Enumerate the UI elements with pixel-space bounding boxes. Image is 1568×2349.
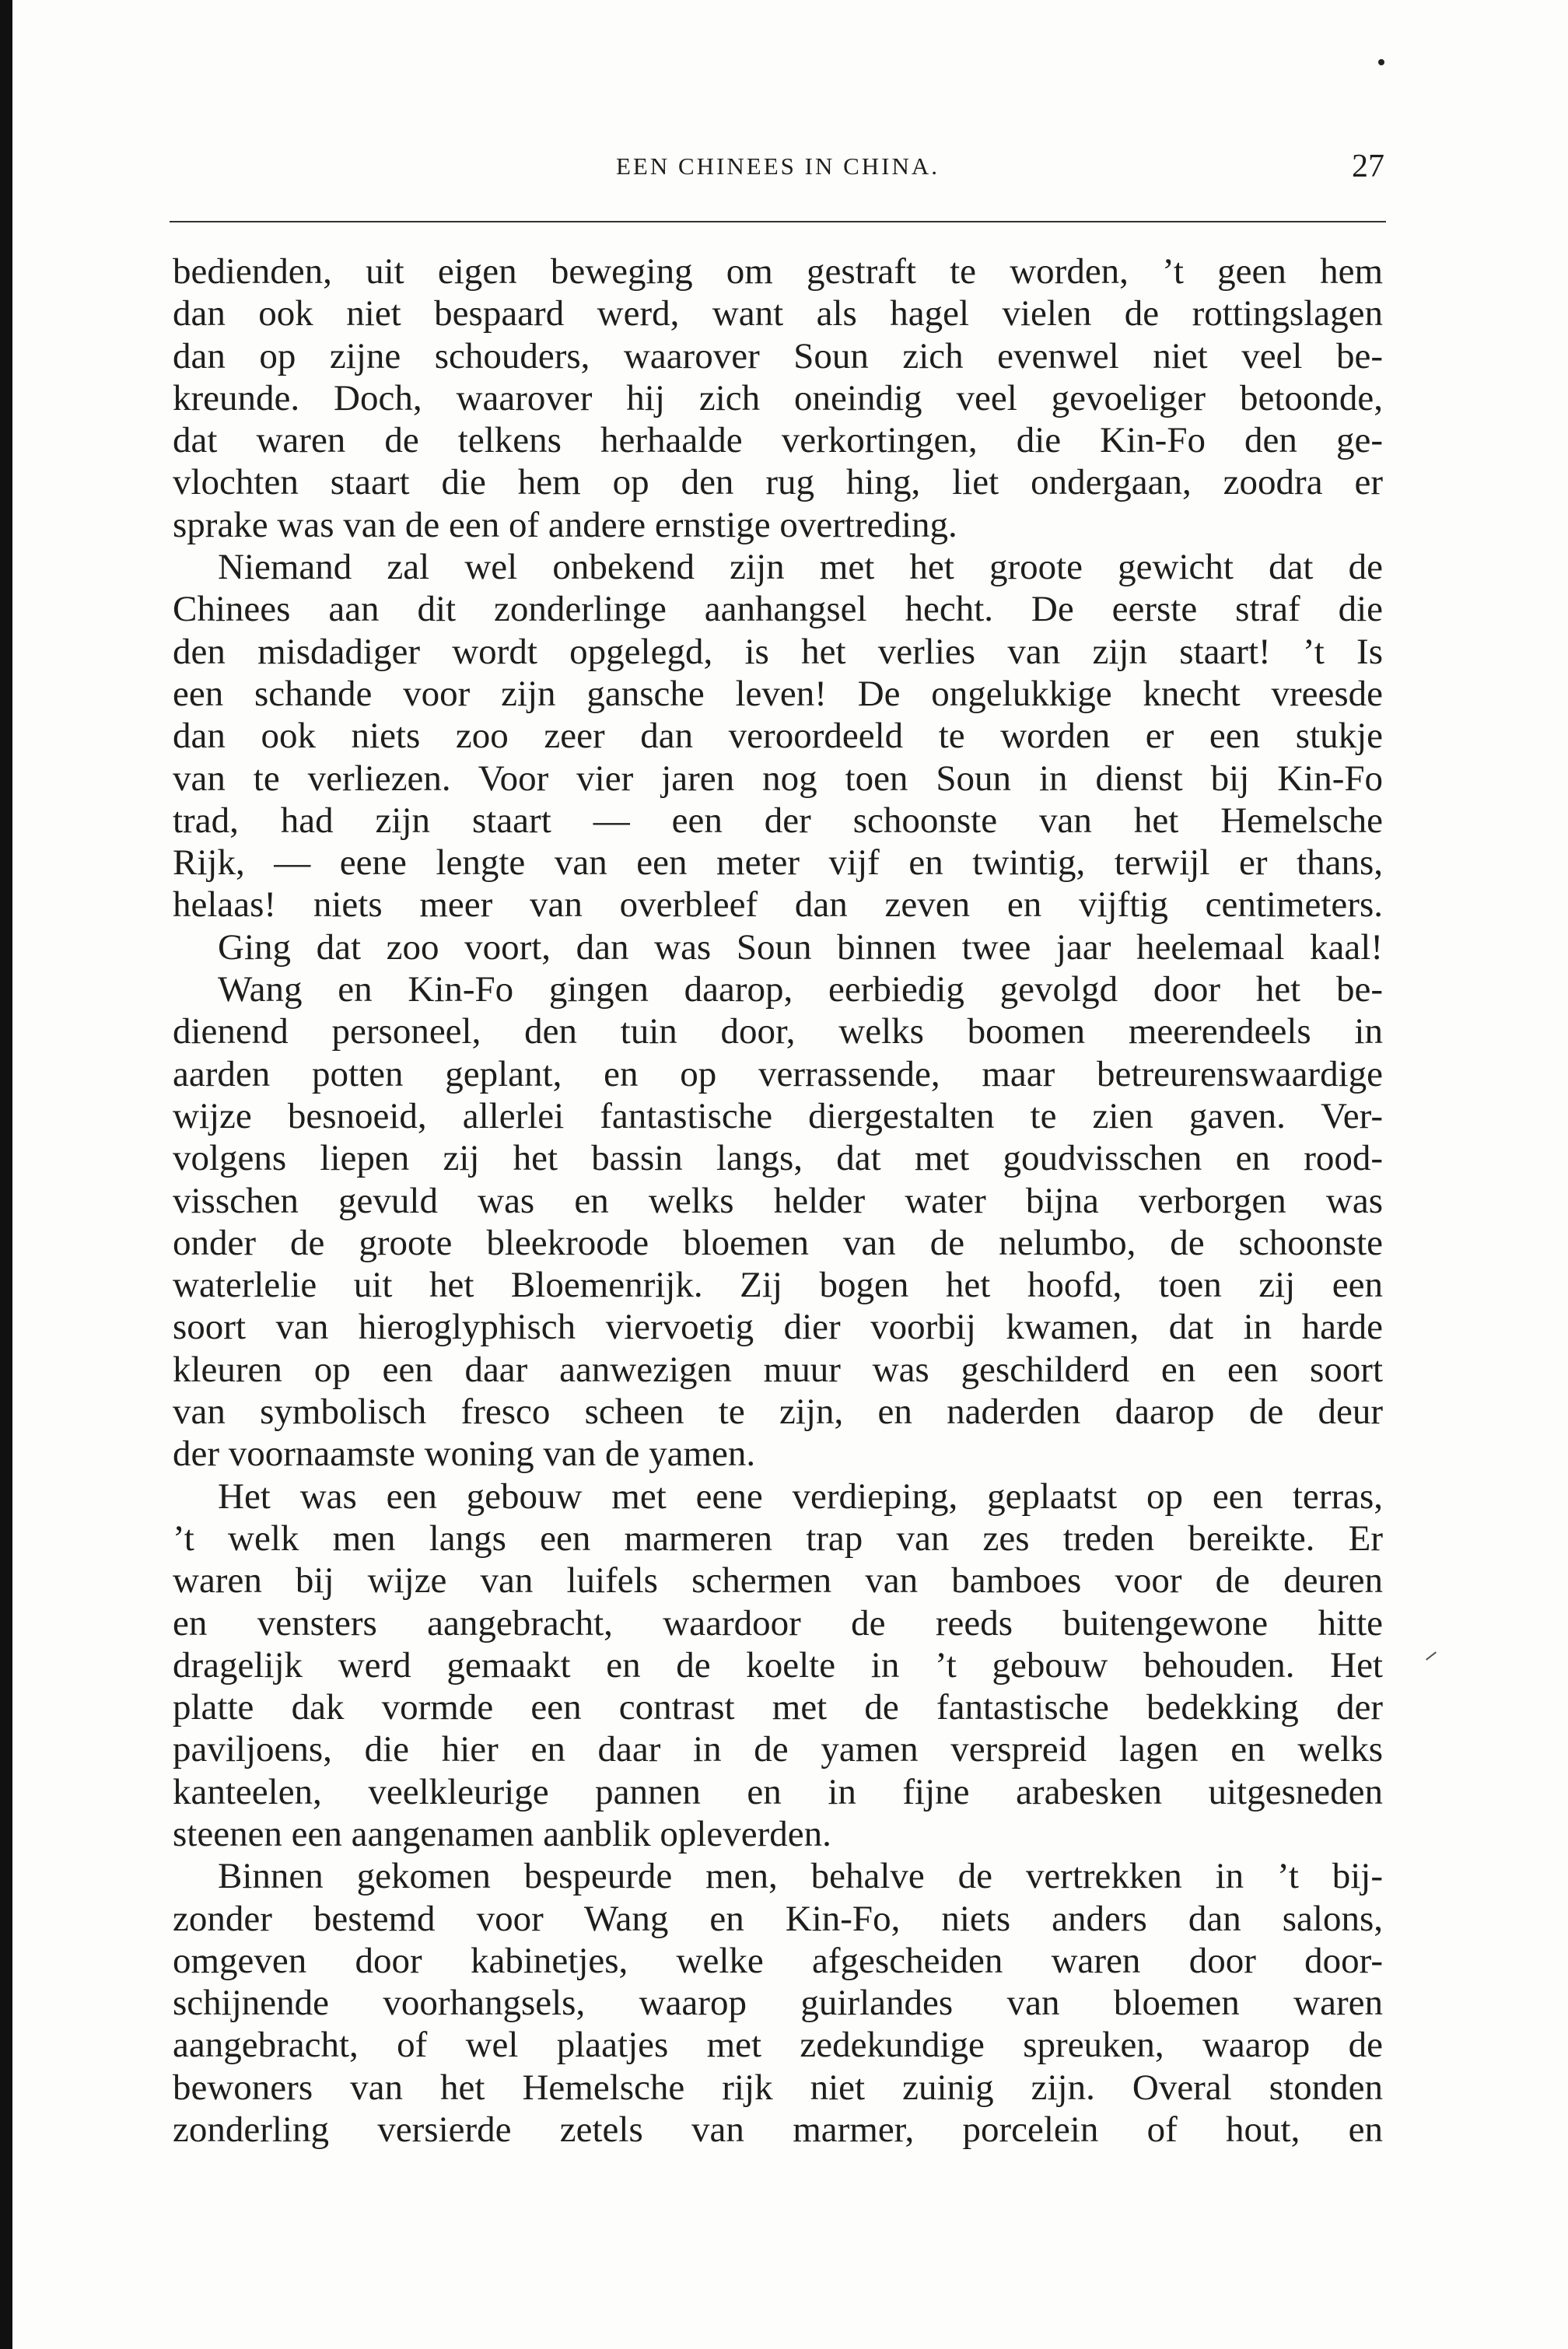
text-line: dan ook niets zoo zeer dan veroordeeld te worden er een stukje <box>173 716 1383 757</box>
text-line: schijnende voorhangsels, waarop guirlandes van bloemen waren <box>173 1983 1383 2024</box>
text-line: zonderling versierde zetels van marmer, porcelein of hout, en <box>173 2109 1383 2151</box>
text-line: soort van hieroglyphisch viervoetig dier voorbij kwamen, dat in harde <box>173 1307 1383 1348</box>
text-line: van te verliezen. Voor vier jaren nog toen Soun in dienst bij Kin-Fo <box>173 758 1383 799</box>
paragraph-first-line: Wang en Kin-Fo gingen daarop, eerbiedig gevolgd door het be- <box>218 969 1383 1010</box>
text-line: sprake was van de een of andere ernstige overtreding. <box>173 504 957 545</box>
body-text <box>173 250 1383 2151</box>
text-line: Rijk, — eene lengte van een meter vijf en twintig, terwijl er thans, <box>173 842 1383 884</box>
text-line: dan op zijne schouders, waarover Soun zich evenwel niet veel be- <box>173 335 1383 376</box>
text-line: aangebracht, of wel plaatjes met zedekundige spreuken, waarop de <box>173 2025 1383 2066</box>
running-title: EEN CHINEES IN CHINA. <box>615 152 940 180</box>
text-line: van symbolisch fresco scheen te zijn, en naderden daarop de deur <box>173 1392 1383 1433</box>
paragraph-first-line: Niemand zal wel onbekend zijn met het groote gewicht dat de <box>218 547 1383 588</box>
running-head <box>171 149 1384 199</box>
text-line: dragelijk werd gemaakt en de koelte in ’t gebouw behouden. Het <box>173 1644 1383 1686</box>
paragraph-first-line: Het was een gebouw met eene verdieping, geplaatst op een terras, <box>218 1476 1383 1517</box>
text-line: dat waren de telkens herhaalde verkortingen, die Kin-Fo den ge- <box>173 420 1383 461</box>
header-rule <box>170 221 1386 222</box>
text-line: steenen een aangenamen aanblik opleverden. <box>173 1813 831 1854</box>
text-line: waterlelie uit het Bloemenrijk. Zij bogen het hoofd, toen zij een <box>173 1265 1383 1306</box>
text-line: een schande voor zijn gansche leven! De ongelukkige knecht vreesde <box>173 673 1383 714</box>
text-line: paviljoens, die hier en daar in de yamen verspreid lagen en welks <box>173 1729 1383 1770</box>
text-line: Chinees aan dit zonderlinge aanhangsel hecht. De eerste straf die <box>173 589 1383 630</box>
page-number: 27 <box>1352 149 1384 184</box>
text-line: vlochten staart die hem op den rug hing, liet ondergaan, zoodra er <box>173 462 1383 503</box>
text-line: bedienden, uit eigen beweging om gestraft te worden, ’t geen hem <box>173 251 1383 292</box>
text-line: zonder bestemd voor Wang en Kin-Fo, niets anders dan salons, <box>173 1898 1383 1939</box>
ink-speck <box>1378 59 1384 65</box>
text-line: omgeven door kabinetjes, welke afgescheiden waren door door- <box>173 1940 1383 1981</box>
paragraph-first-line: Binnen gekomen bespeurde men, behalve de vertrekken in ’t bij- <box>218 1856 1383 1897</box>
text-line: waren bij wijze van luifels schermen van bamboes voor de deuren <box>173 1560 1383 1602</box>
text-line: helaas! niets meer van overbleef dan zeven en vijftig centimeters. <box>173 884 1383 926</box>
text-line: den misdadiger wordt opgelegd, is het verlies van zijn staart! ’t Is <box>173 631 1383 672</box>
text-line: ’t welk men langs een marmeren trap van zes treden bereikte. Er <box>173 1518 1383 1559</box>
text-line: kreunde. Doch, waarover hij zich oneindig veel gevoeliger betoonde, <box>173 377 1383 418</box>
text-line: platte dak vormde een contrast met de fantastische bedekking der <box>173 1687 1383 1728</box>
text-line: der voornaamste woning van de yamen. <box>173 1434 756 1475</box>
text-line: onder de groote bleekroode bloemen van de nelumbo, de schoonste <box>173 1222 1383 1263</box>
text-line: kanteelen, veelkleurige pannen en in fijne arabesken uitgesneden <box>173 1771 1383 1812</box>
text-line: kleuren op een daar aanwezigen muur was geschilderd en een soort <box>173 1349 1383 1390</box>
text-line: dan ook niet bespaard werd, want als hagel vielen de rottingslagen <box>173 293 1383 334</box>
text-line: bewoners van het Hemelsche rijk niet zuinig zijn. Overal stonden <box>173 2067 1383 2108</box>
text-line: en vensters aangebracht, waardoor de reeds buitengewone hitte <box>173 1602 1383 1644</box>
margin-mark <box>1426 1651 1437 1660</box>
text-line: aarden potten geplant, en op verrassende, maar betreurenswaardige <box>173 1053 1383 1094</box>
paragraph-first-line: Ging dat zoo voort, dan was Soun binnen twee jaar heelemaal kaal! <box>218 926 1383 968</box>
text-line: visschen gevuld was en welks helder water bijna verborgen was <box>173 1180 1383 1221</box>
text-line: volgens liepen zij het bassin langs, dat met goudvisschen en rood- <box>173 1138 1383 1179</box>
text-line: trad, had zijn staart — een der schoonste van het Hemelsche <box>173 800 1383 841</box>
binding-edge <box>0 0 12 2349</box>
text-line: wijze besnoeid, allerlei fantastische diergestalten te zien gaven. Ver- <box>173 1095 1383 1136</box>
text-line: dienend personeel, den tuin door, welks boomen meerendeels in <box>173 1011 1383 1052</box>
